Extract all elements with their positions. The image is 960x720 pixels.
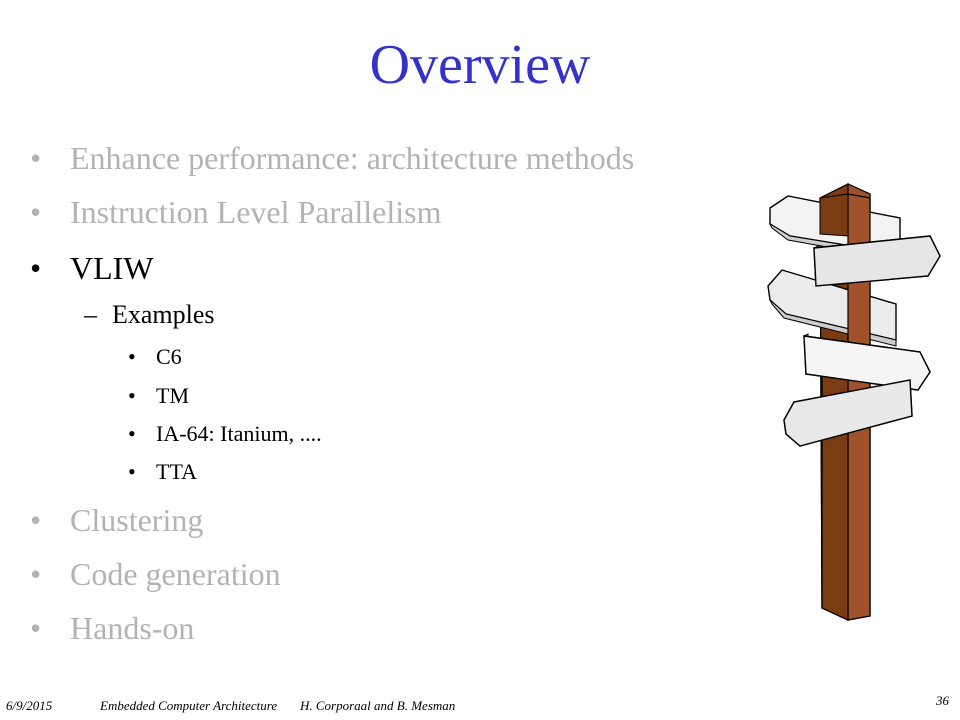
page-number: 36	[936, 693, 949, 708]
sub-sub-bullet-text: TTA	[156, 459, 198, 484]
bullet-marker: •	[128, 459, 136, 484]
footer-authors: H. Corporaal and B. Mesman	[300, 698, 456, 713]
bullet-item	[30, 554, 281, 594]
footer-course: Embedded Computer Architecture	[100, 698, 278, 713]
sub-sub-bullet-item	[128, 420, 322, 448]
bullet-marker: •	[128, 344, 136, 369]
signpost-illustration	[760, 176, 950, 621]
bullet-text: Enhance performance: architecture methods	[70, 140, 635, 176]
bullet-text: Hands-on	[70, 610, 195, 646]
dash-marker: –	[84, 300, 97, 329]
sub-sub-bullet-text: C6	[156, 344, 182, 369]
bullet-text: Code generation	[70, 556, 281, 592]
bullet-marker: •	[30, 194, 42, 230]
bullet-text: Clustering	[70, 502, 204, 538]
bullet-marker: •	[128, 421, 136, 446]
post-overlay-bottom	[822, 346, 848, 620]
bullet-item	[30, 192, 441, 232]
sub-sub-bullet-item	[128, 458, 197, 486]
bullet-marker: •	[30, 140, 42, 176]
slide-title: Overview	[369, 34, 591, 96]
bullet-item	[30, 608, 194, 648]
sub-sub-bullet-item	[128, 382, 189, 410]
bullet-marker: •	[30, 502, 42, 538]
bullet-marker: •	[30, 250, 42, 286]
sub-sub-bullet-item	[128, 343, 182, 371]
bullet-text: Instruction Level Parallelism	[70, 194, 442, 230]
bullet-text: VLIW	[70, 250, 154, 286]
footer-date: 6/9/2015	[6, 698, 53, 713]
sub-sub-bullet-text: TM	[156, 383, 189, 408]
bullet-item	[30, 500, 203, 540]
bullet-marker: •	[30, 610, 42, 646]
sub-sub-bullet-text: IA-64: Itanium, ....	[156, 421, 322, 446]
bullet-marker: •	[30, 556, 42, 592]
sub-bullet-text: Examples	[112, 300, 215, 329]
signpost-icon	[760, 176, 950, 626]
bullet-item-active	[30, 248, 154, 288]
bullet-item	[30, 138, 634, 178]
bullet-marker: •	[128, 383, 136, 408]
post-overlay-top	[820, 194, 848, 236]
sub-bullet-item	[84, 299, 215, 331]
